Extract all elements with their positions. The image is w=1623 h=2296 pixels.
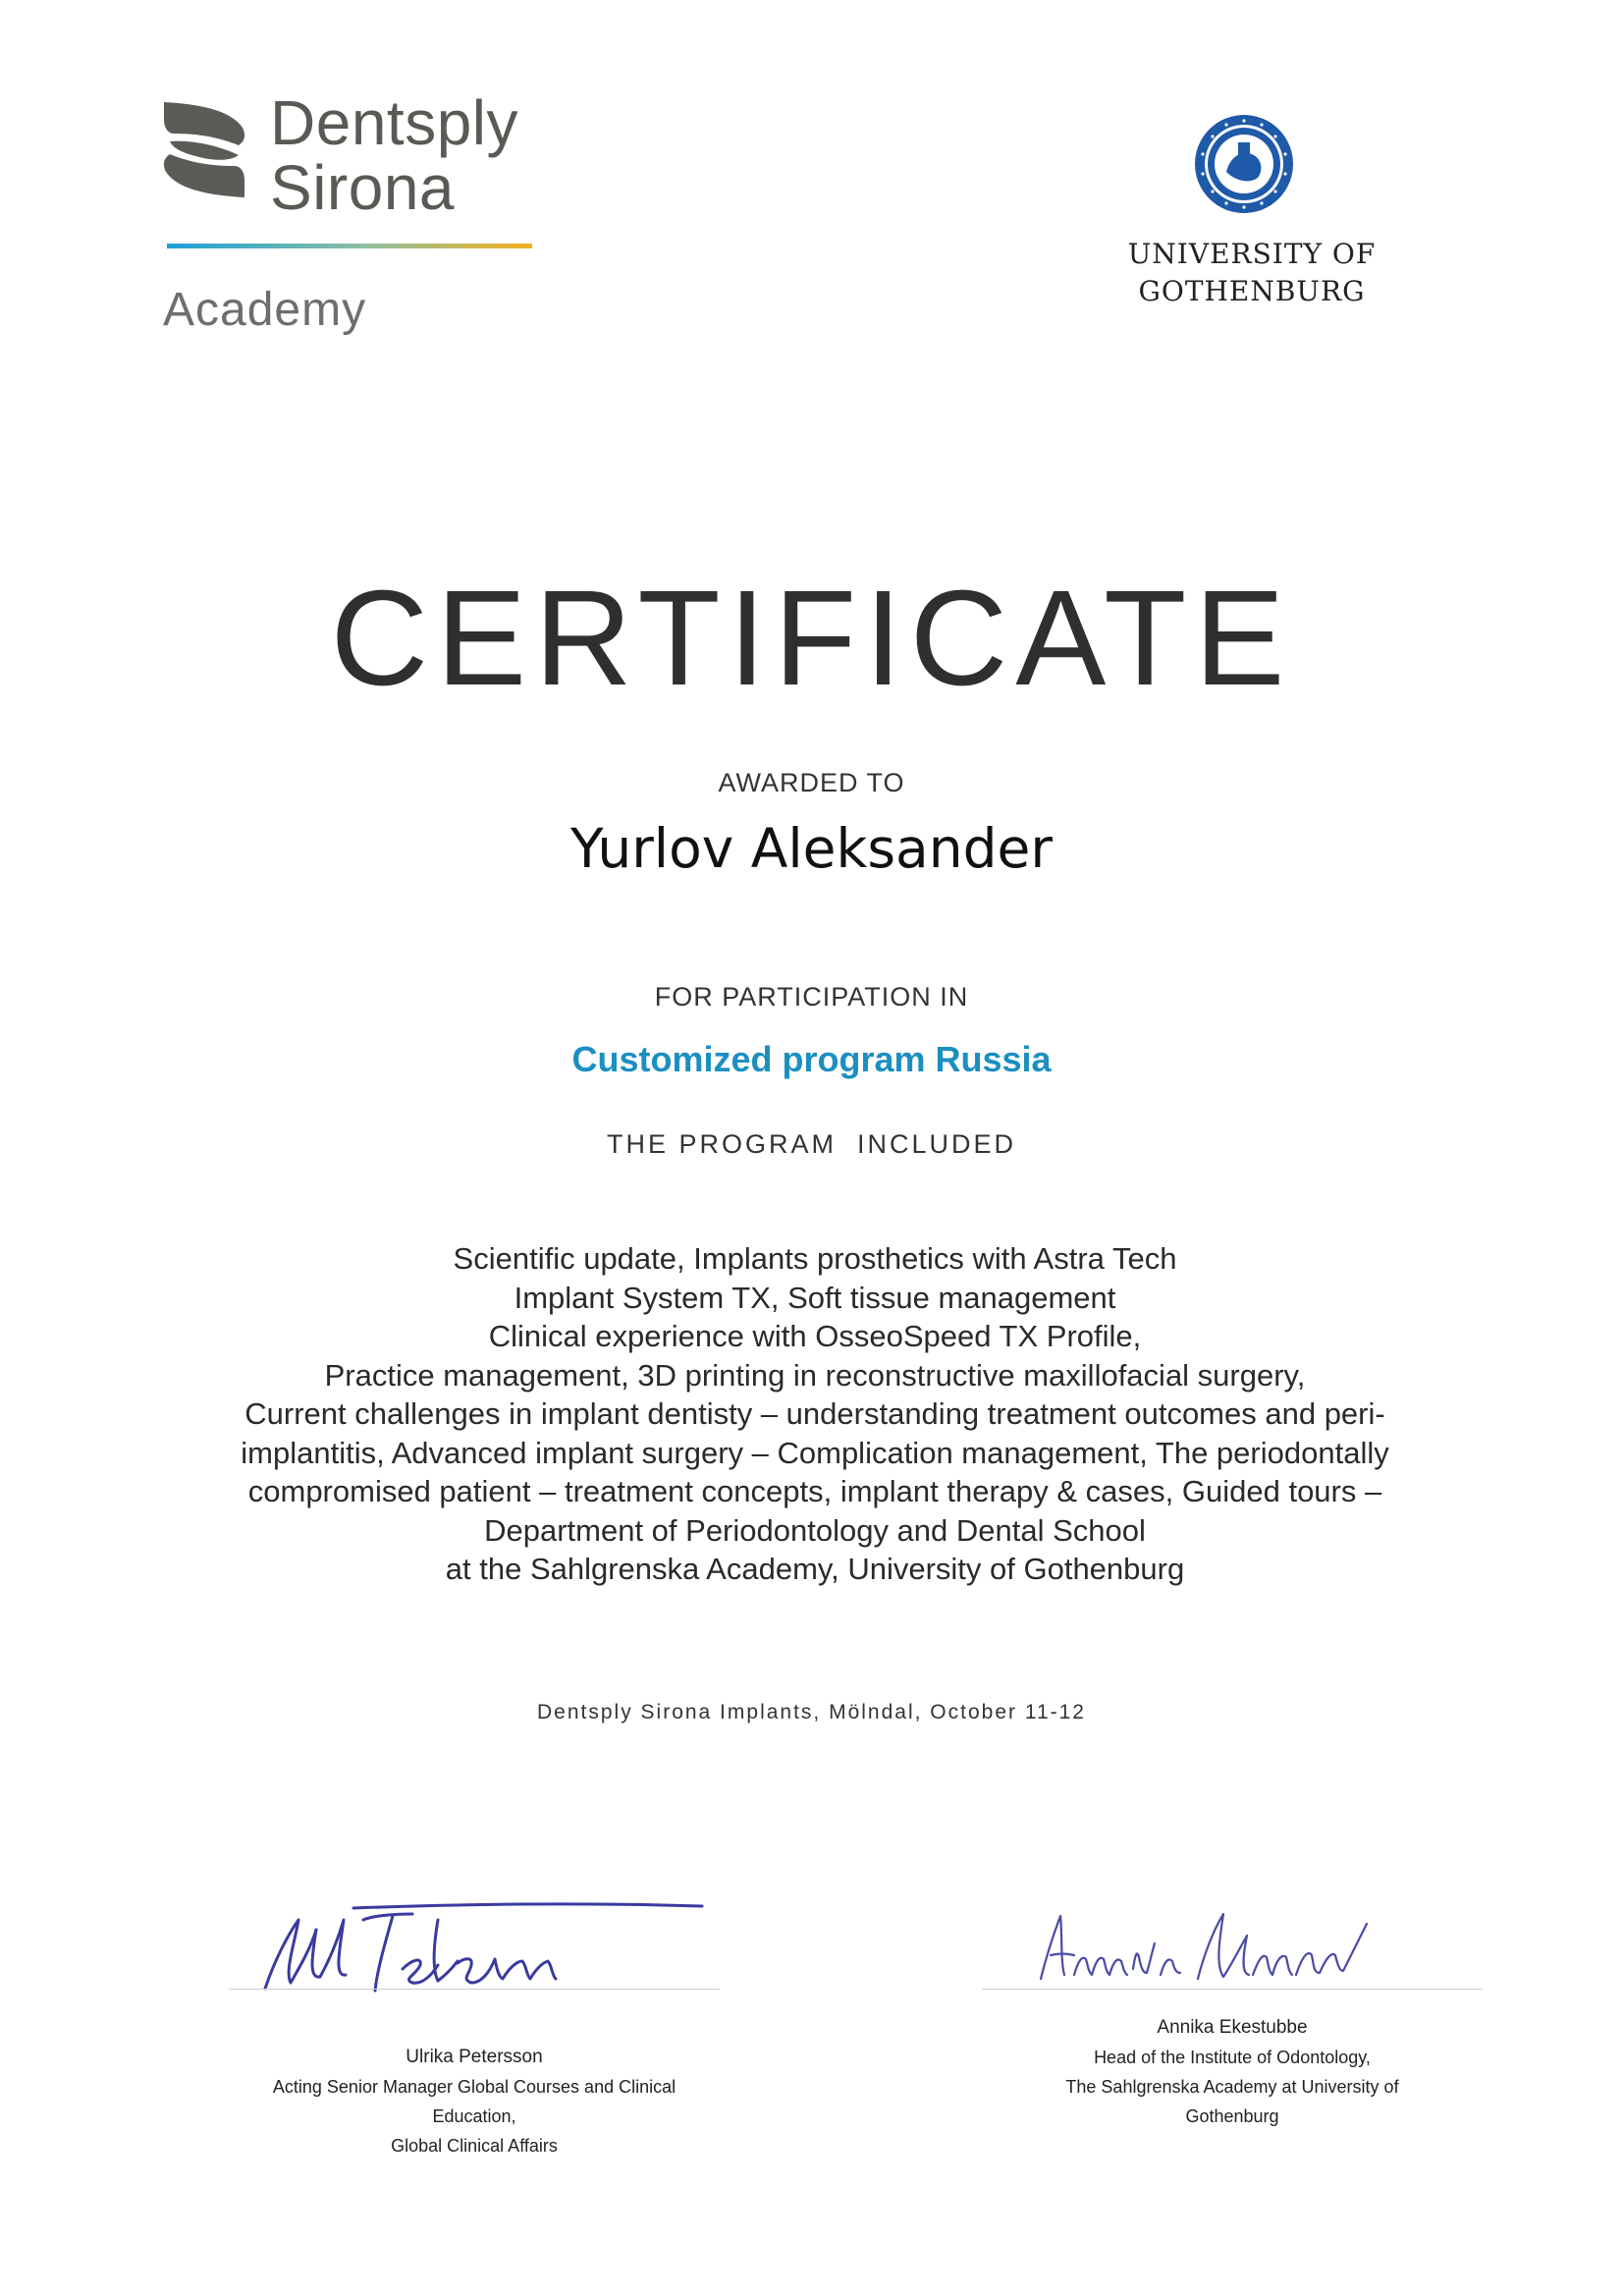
signatory-title-line: Global Clinical Affairs: [391, 2136, 558, 2156]
signatory-title-line: Acting Senior Manager Global Courses and Clinical Education,: [272, 2077, 676, 2126]
description-line: Scientific update, Implants prosthetics with Astra Tech: [453, 1241, 1177, 1276]
participation-label: FOR PARTICIPATION IN: [654, 982, 969, 1011]
academy-label: Academy: [163, 284, 367, 336]
signature-annika-ekestubbe: [1031, 1900, 1404, 1998]
description-line: Clinical experience with OsseoSpeed TX Profile,: [488, 1319, 1142, 1353]
signatory-title-line: Head of the Institute of Odontology,: [1094, 2048, 1371, 2067]
signatory-name: Ulrika Petersson: [406, 2047, 543, 2067]
program-included-label: THE PROGRAM INCLUDED: [606, 1129, 1017, 1159]
signatory-title-line: Gothenburg: [1185, 2106, 1279, 2126]
dentsply-sirona-mark-icon: [160, 98, 248, 201]
description-line: Implant System TX, Soft tissue management: [514, 1280, 1116, 1315]
signatory-title-line: The Sahlgrenska Academy at University of: [1065, 2077, 1399, 2097]
description-line: Current challenges in implant dentisty – understanding treatment outcomes and peri-: [244, 1396, 1385, 1431]
university-seal-icon: [1193, 113, 1295, 215]
wordmark-line-1: Dentsply: [270, 87, 518, 158]
dentsply-sirona-wordmark: [270, 87, 518, 223]
logo-gradient-divider: [167, 244, 532, 248]
signature-line-right: [982, 1989, 1483, 1990]
recipient-name: Yurlov Aleksander: [570, 817, 1053, 880]
wordmark-line-2: Sirona: [270, 152, 455, 223]
signatory-right: [982, 2013, 1483, 2131]
university-name-line-1: UNIVERSITY OF: [1127, 238, 1377, 270]
description-line: Practice management, 3D printing in reconstructive maxillofacial surgery,: [324, 1357, 1306, 1393]
description-line: compromised patient – treatment concepts, implant therapy & cases, Guided tours –: [247, 1474, 1382, 1508]
awarded-to-label: AWARDED TO: [718, 768, 905, 797]
university-name: [1085, 236, 1419, 310]
signatory-left: [229, 2043, 720, 2160]
signatory-name: Annika Ekestubbe: [1157, 2017, 1308, 2038]
signature-line-left: [229, 1989, 720, 1990]
description-line: Department of Periodontology and Dental School: [484, 1512, 1146, 1548]
signature-ulrika-petersson: [255, 1900, 717, 2008]
certificate-title: CERTIFICATE: [330, 563, 1293, 714]
description-line: at the Sahlgrenska Academy, University of Gothenburg: [445, 1552, 1185, 1586]
description-line: implantitis, Advanced implant surgery – Complication management, The periodontally: [241, 1435, 1389, 1470]
venue-and-date: Dentsply Sirona Implants, Mölndal, October 11-12: [536, 1701, 1086, 1723]
program-description: [177, 1239, 1453, 1589]
program-name: Customized program Russia: [571, 1039, 1052, 1079]
university-name-line-2: GOTHENBURG: [1138, 275, 1366, 307]
